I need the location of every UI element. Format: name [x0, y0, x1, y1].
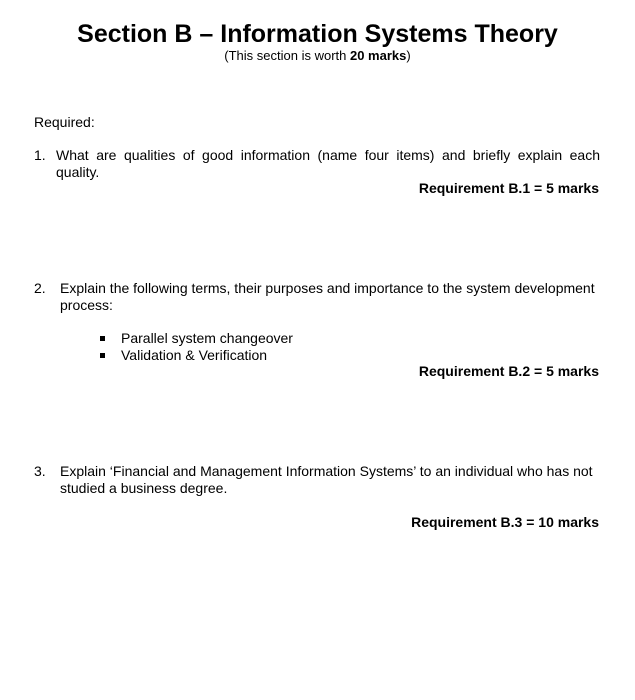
question-number: 3. — [34, 463, 46, 479]
list-item-text: Validation & Verification — [121, 347, 268, 363]
question-text: Explain the following terms, their purposes and importance to the system development process: — [60, 280, 595, 313]
requirement-b3: Requirement B.3 = 10 marks — [411, 514, 599, 530]
square-bullet-icon — [100, 353, 105, 358]
subtitle-marks: 20 marks — [349, 48, 407, 63]
square-bullet-icon — [100, 336, 105, 341]
question-text: What are qualities of good information (name four items) and briefly explain each quality. — [56, 147, 600, 180]
question-1 — [34, 147, 600, 181]
requirement-b2: Requirement B.2 = 5 marks — [418, 363, 599, 379]
question-text: Explain ‘Financial and Management Information Systems’ to an individual who has not studied a business degree. — [60, 463, 593, 496]
question-2 — [34, 280, 600, 314]
requirement-b1: Requirement B.1 = 5 marks — [418, 180, 599, 196]
subtitle-suffix: ) — [406, 48, 411, 63]
list-item — [100, 330, 293, 347]
subtitle-prefix: (This section is worth — [224, 48, 350, 63]
question-number: 2. — [34, 280, 46, 296]
page-title: Section B – Information Systems Theory — [77, 20, 558, 48]
question-number: 1. — [34, 147, 46, 163]
section-marks-note — [0, 48, 635, 64]
terms-list — [100, 330, 293, 364]
list-item-text: Parallel system changeover — [121, 330, 293, 346]
question-3 — [34, 463, 600, 497]
list-item — [100, 347, 293, 364]
required-label: Required: — [34, 114, 95, 130]
